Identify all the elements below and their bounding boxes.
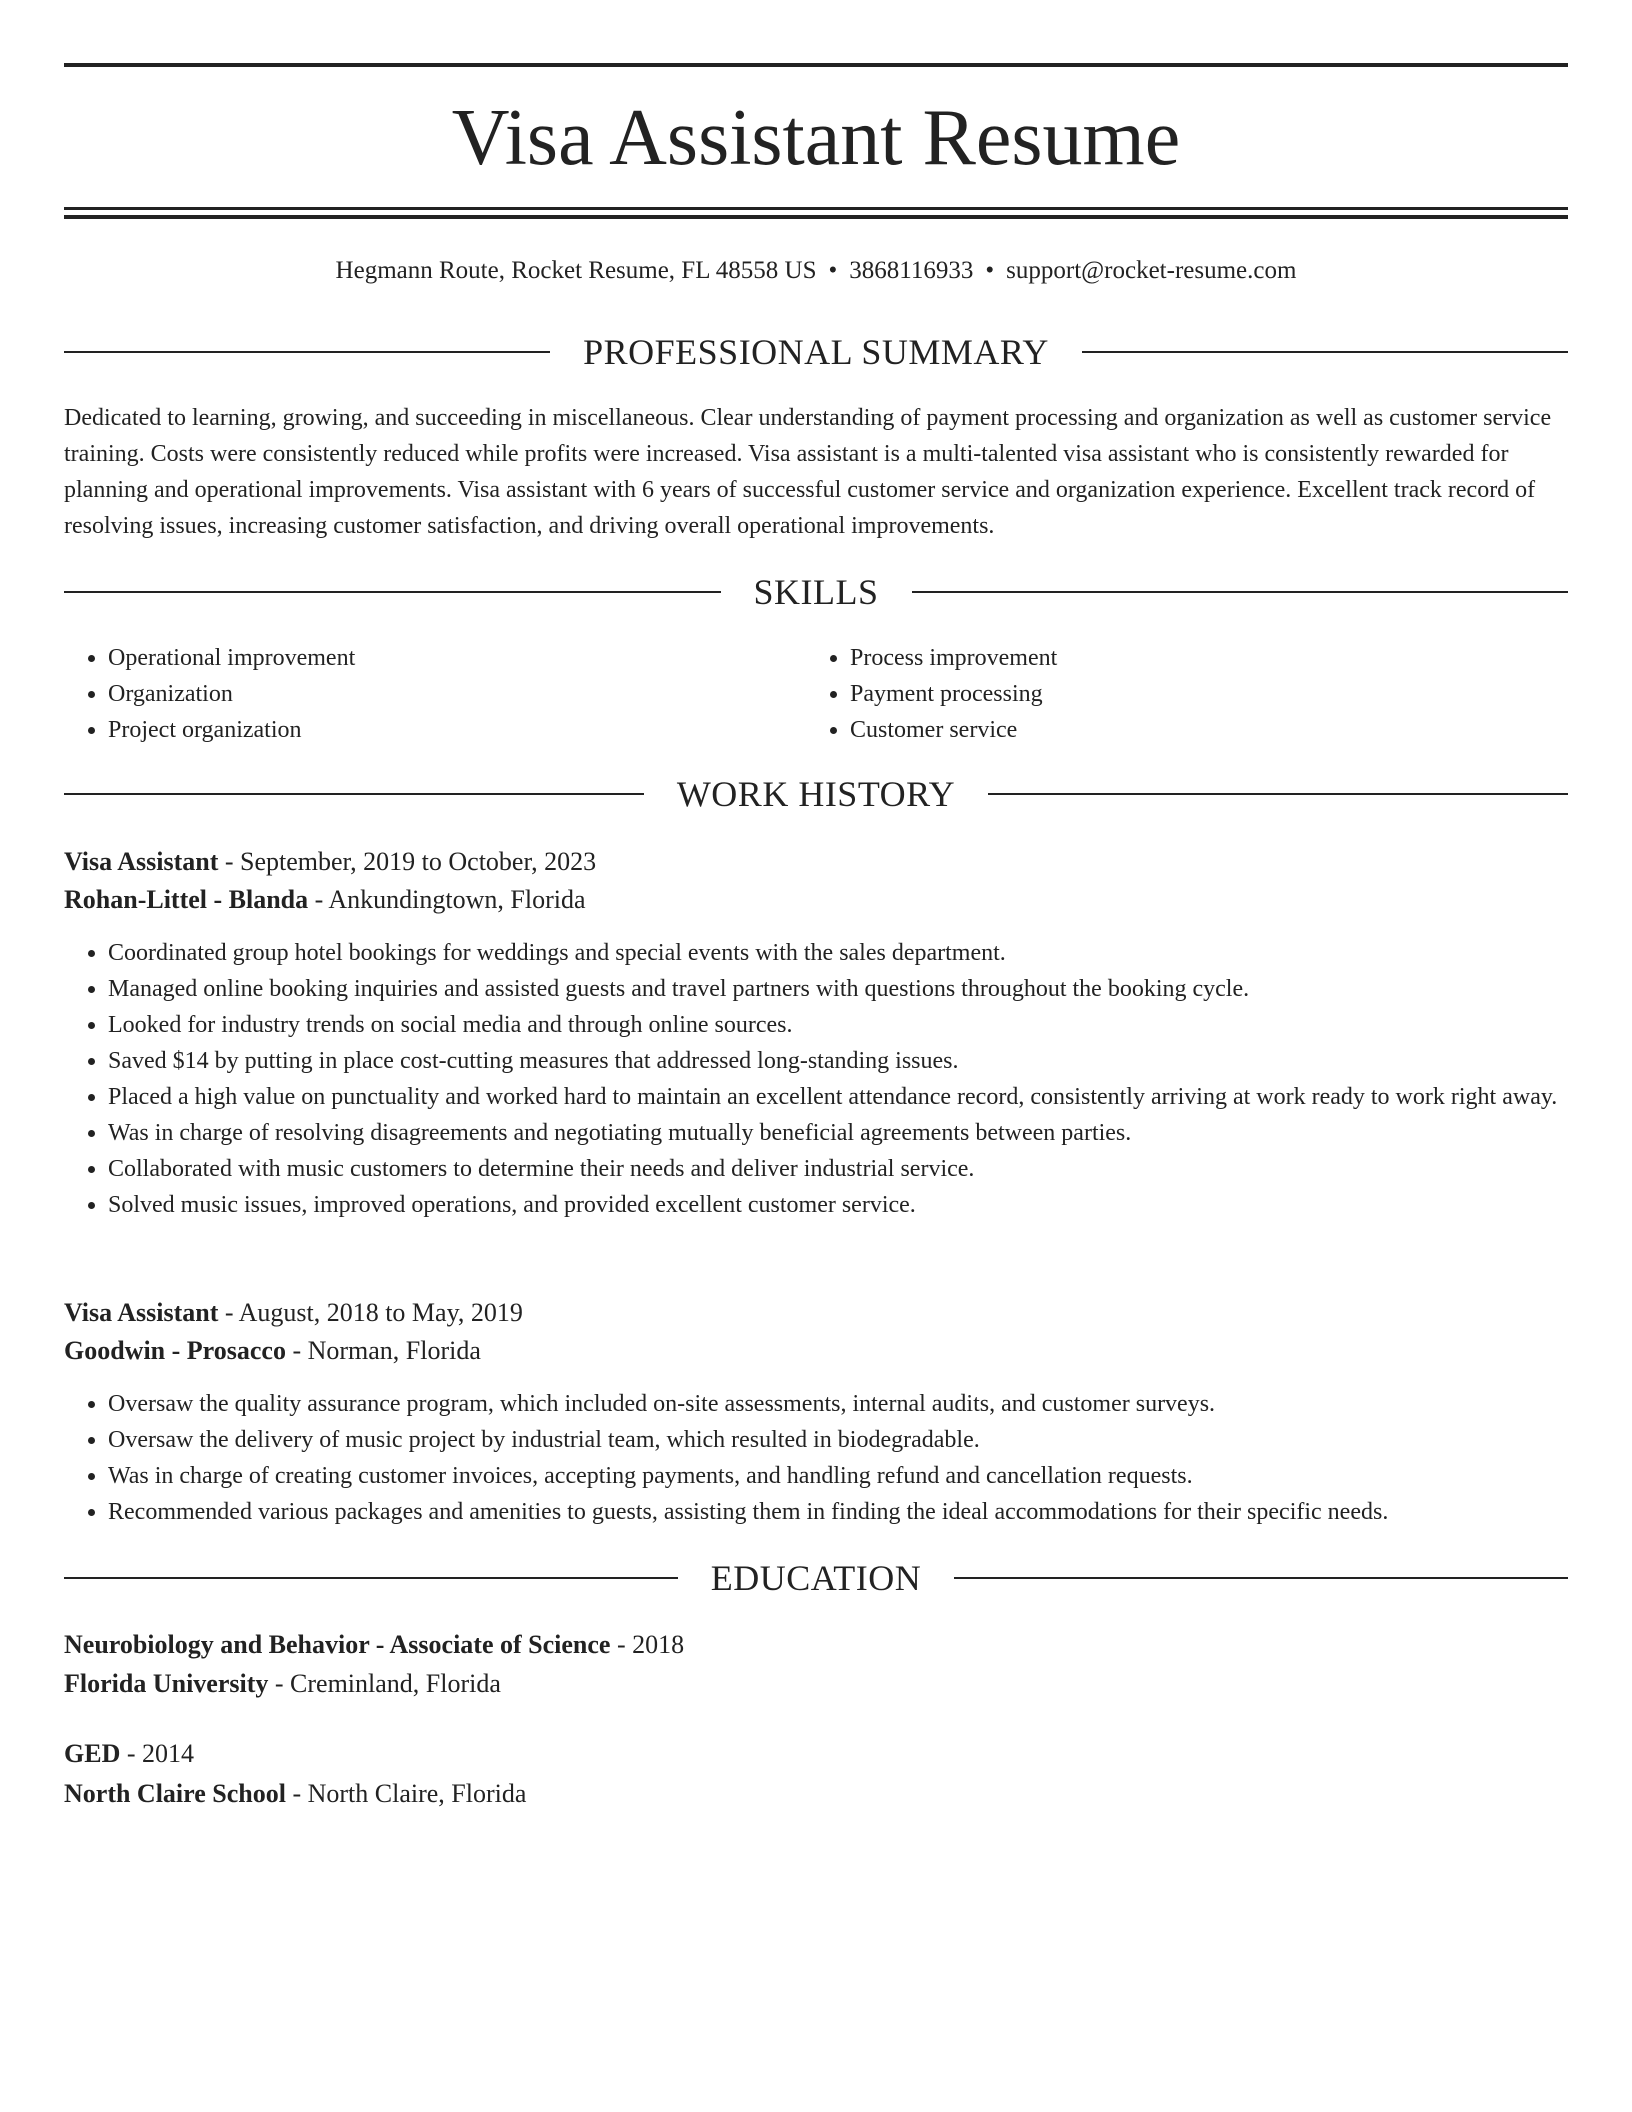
skill-item: • Operational improvement [108, 640, 804, 676]
education-school-line [64, 1774, 1568, 1813]
duty-item: • Looked for industry trends on social media and through online sources. [108, 1007, 1568, 1043]
skill-item: • Payment processing [850, 676, 1546, 712]
job-employer-line [64, 1331, 1568, 1370]
job-title: Visa Assistant [64, 847, 219, 876]
education-location: - North Claire, Florida [285, 1779, 527, 1808]
heading-rule [64, 591, 721, 593]
education-school: North Claire School [64, 1779, 286, 1808]
education-year: - 2014 [120, 1739, 195, 1768]
header-rule-upper [64, 207, 1568, 210]
duty-item: • Collaborated with music customers to determine their needs and deliver industrial service. [108, 1151, 1568, 1187]
section-title-work: WORK HISTORY [676, 774, 956, 814]
job-duties [64, 1386, 1568, 1530]
job-employer: Rohan-Littel - Blanda [64, 885, 309, 914]
duty-item: • Coordinated group hotel bookings for weddings and special events with the sales department. [108, 935, 1568, 971]
education-year: - 2018 [610, 1630, 685, 1659]
education-school-line [64, 1664, 1568, 1703]
job-title-line [64, 842, 1568, 881]
section-title-skills: SKILLS [753, 572, 879, 612]
section-heading-work [64, 772, 1568, 816]
job-duties [64, 935, 1568, 1223]
contact-phone: 3868116933 [849, 257, 974, 284]
education-degree: GED [64, 1739, 121, 1768]
section-title-education: EDUCATION [710, 1558, 922, 1598]
summary-paragraph: Dedicated to learning, growing, and succeeding in miscellaneous. Clear understanding of payment processing and organization as well as customer service training. Costs were consistently reduced while profits were increased. Visa assistant is a multi-talented visa assistant who is consistently rewarded for planning and operational improvements. Visa assistant with 6 years of successful customer service and organization experience. Excellent track record of resolving issues, increasing customer satisfaction, and driving overall operational improvements. [64, 405, 1552, 539]
section-heading-summary [64, 330, 1568, 374]
duty-item: • Solved music issues, improved operations, and provided excellent customer service. [108, 1187, 1568, 1223]
education-school: Florida University [64, 1669, 269, 1698]
section-title-summary: PROFESSIONAL SUMMARY [583, 332, 1049, 372]
skills-column-left [64, 640, 804, 748]
header-rule-lower [64, 215, 1568, 219]
heading-rule [64, 793, 644, 795]
contact-separator: • [985, 257, 995, 284]
duty-item: • Placed a high value on punctuality and worked hard to maintain an excellent attendance record, consistently arriving at work ready to work right away. [108, 1079, 1568, 1115]
job-location: - Norman, Florida [285, 1336, 481, 1365]
contact-address: Hegmann Route, Rocket Resume, FL 48558 US [335, 257, 817, 284]
job-employer: Goodwin - Prosacco [64, 1336, 286, 1365]
contact-line [64, 254, 1568, 288]
education-degree: Neurobiology and Behavior - Associate of Science [64, 1630, 611, 1659]
section-heading-skills [64, 570, 1568, 614]
heading-rule [64, 1577, 678, 1579]
heading-rule [954, 1577, 1568, 1579]
skill-item: • Organization [108, 676, 804, 712]
skills-column-right [806, 640, 1546, 748]
duty-item: • Saved $14 by putting in place cost-cutting measures that addressed long-standing issues. [108, 1043, 1568, 1079]
heading-rule [64, 351, 550, 353]
education-degree-line [64, 1625, 1568, 1664]
skill-item: • Project organization [108, 712, 804, 748]
duty-item: • Was in charge of creating customer invoices, accepting payments, and handling refund and cancellation requests. [108, 1458, 1568, 1494]
education-degree-line [64, 1734, 1568, 1773]
heading-rule [912, 591, 1569, 593]
heading-rule [1082, 351, 1568, 353]
heading-rule [988, 793, 1568, 795]
job-title: Visa Assistant [64, 1298, 219, 1327]
duty-item: • Oversaw the delivery of music project by industrial team, which resulted in biodegradable. [108, 1422, 1568, 1458]
contact-separator: • [828, 257, 838, 284]
job-title-line [64, 1293, 1568, 1332]
skill-item: • Process improvement [850, 640, 1546, 676]
job-employer-line [64, 880, 1568, 919]
job-dates: - August, 2018 to May, 2019 [218, 1298, 523, 1327]
duty-item: • Was in charge of resolving disagreements and negotiating mutually beneficial agreements between parties. [108, 1115, 1568, 1151]
job-location: - Ankundingtown, Florida [308, 885, 586, 914]
duty-item: • Oversaw the quality assurance program, which included on-site assessments, internal audits, and customer surveys. [108, 1386, 1568, 1422]
duty-item: • Managed online booking inquiries and assisted guests and travel partners with questions throughout the booking cycle. [108, 971, 1568, 1007]
skill-item: • Customer service [850, 712, 1546, 748]
top-rule [64, 63, 1568, 67]
section-heading-education [64, 1556, 1568, 1600]
job-dates: - September, 2019 to October, 2023 [218, 847, 597, 876]
resume-title: Visa Assistant Resume [451, 94, 1181, 182]
contact-email: support@rocket-resume.com [1006, 257, 1297, 284]
duty-item: • Recommended various packages and amenities to guests, assisting them in finding the ideal accommodations for their specific needs. [108, 1494, 1568, 1530]
education-location: - Creminland, Florida [268, 1669, 501, 1698]
